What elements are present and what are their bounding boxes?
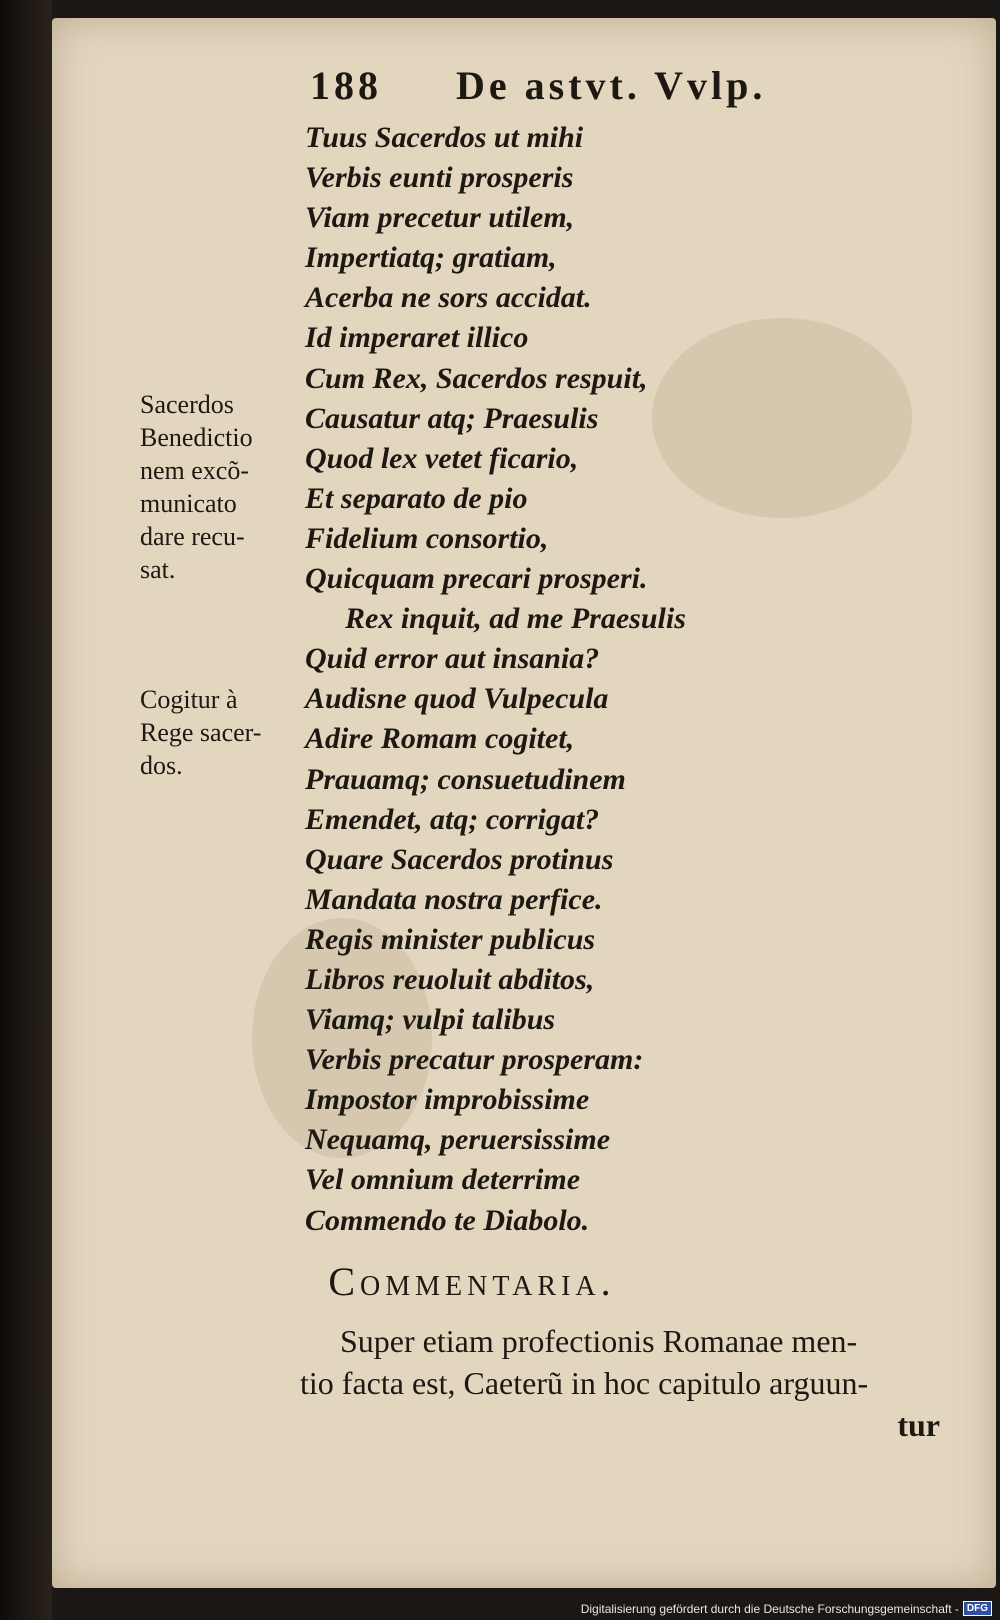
margin-note-line: Sacerdos xyxy=(140,390,234,419)
verse-line: Rex inquit, ad me Praesulis xyxy=(345,602,686,636)
verse-line: Quid error aut insania? xyxy=(305,642,600,676)
running-header xyxy=(310,62,870,109)
credit-text: Digitalisierung gefördert durch die Deutsche Forschungsgemeinschaft - xyxy=(580,1601,959,1616)
margin-note-excommunication xyxy=(140,388,300,586)
verse-line: Impostor improbissime xyxy=(305,1083,590,1117)
verse-line: Nequamq, peruersissime xyxy=(305,1123,611,1157)
running-title: De astvt. Vvlp. xyxy=(456,63,767,108)
commentary-text xyxy=(300,1320,940,1446)
verse-line: Acerba ne sors accidat. xyxy=(305,281,592,315)
dfg-logo: DFG xyxy=(963,1601,992,1616)
verse-line: Id imperaret illico xyxy=(305,321,529,355)
verse-line: Audisne quod Vulpecula xyxy=(305,682,609,716)
verse-line: Quicquam precari prosperi. xyxy=(305,562,648,596)
verse-line: Verbis eunti prosperis xyxy=(305,161,574,195)
verse-line: Quare Sacerdos protinus xyxy=(305,842,614,876)
margin-note-line: Rege sacer- xyxy=(140,718,262,747)
verse-line: Cum Rex, Sacerdos respuit, xyxy=(305,361,648,395)
prose-line: tio facta est, Caeterũ in hoc capitulo arguun- xyxy=(300,1365,869,1401)
verse-block xyxy=(305,118,945,1241)
verse-line: Regis minister publicus xyxy=(305,922,596,956)
verse-line: Commendo te Diabolo. xyxy=(305,1203,590,1237)
verse-line: Viamq; vulpi talibus xyxy=(305,1003,556,1037)
verse-line: Prauamq; consuetudinem xyxy=(305,762,626,796)
margin-note-line: nem excõ- xyxy=(140,456,250,485)
book-spine xyxy=(0,0,52,1620)
verse-line: Tuus Sacerdos ut mihi xyxy=(305,121,584,154)
verse-line: Verbis precatur prosperam: xyxy=(305,1043,644,1077)
margin-note-line: sat. xyxy=(140,555,176,584)
digitization-credit xyxy=(581,1601,992,1616)
verse-line: Quod lex vetet ficario, xyxy=(305,441,579,475)
margin-note-line: Benedictio xyxy=(140,423,253,452)
margin-note-line: Cogitur à xyxy=(140,685,238,714)
verse-line: Viam precetur utilem, xyxy=(305,201,575,235)
catchword: tur xyxy=(897,1407,940,1443)
margin-note-line: dare recu- xyxy=(140,522,245,551)
section-heading: Commentaria. xyxy=(328,1259,616,1304)
page-number: 188 xyxy=(310,63,382,108)
margin-note-line: municato xyxy=(140,489,237,518)
margin-note-line: dos. xyxy=(140,751,183,780)
margin-note-coerced xyxy=(140,683,300,782)
verse-line: Libros reuoluit abditos, xyxy=(305,962,595,996)
verse-line: Emendet, atq; corrigat? xyxy=(305,802,600,836)
verse-line: Adire Romam cogitet, xyxy=(305,722,575,756)
prose-line: Super etiam profectionis Romanae men- xyxy=(340,1323,858,1359)
verse-line: Vel omnium deterrime xyxy=(305,1163,581,1197)
verse-line: Impertiatq; gratiam, xyxy=(305,241,557,275)
verse-line: Et separato de pio xyxy=(305,481,528,515)
verse-line: Fidelium consortio, xyxy=(305,521,549,555)
verse-line: Causatur atq; Praesulis xyxy=(305,401,599,435)
verse-line: Mandata nostra perfice. xyxy=(305,882,603,916)
